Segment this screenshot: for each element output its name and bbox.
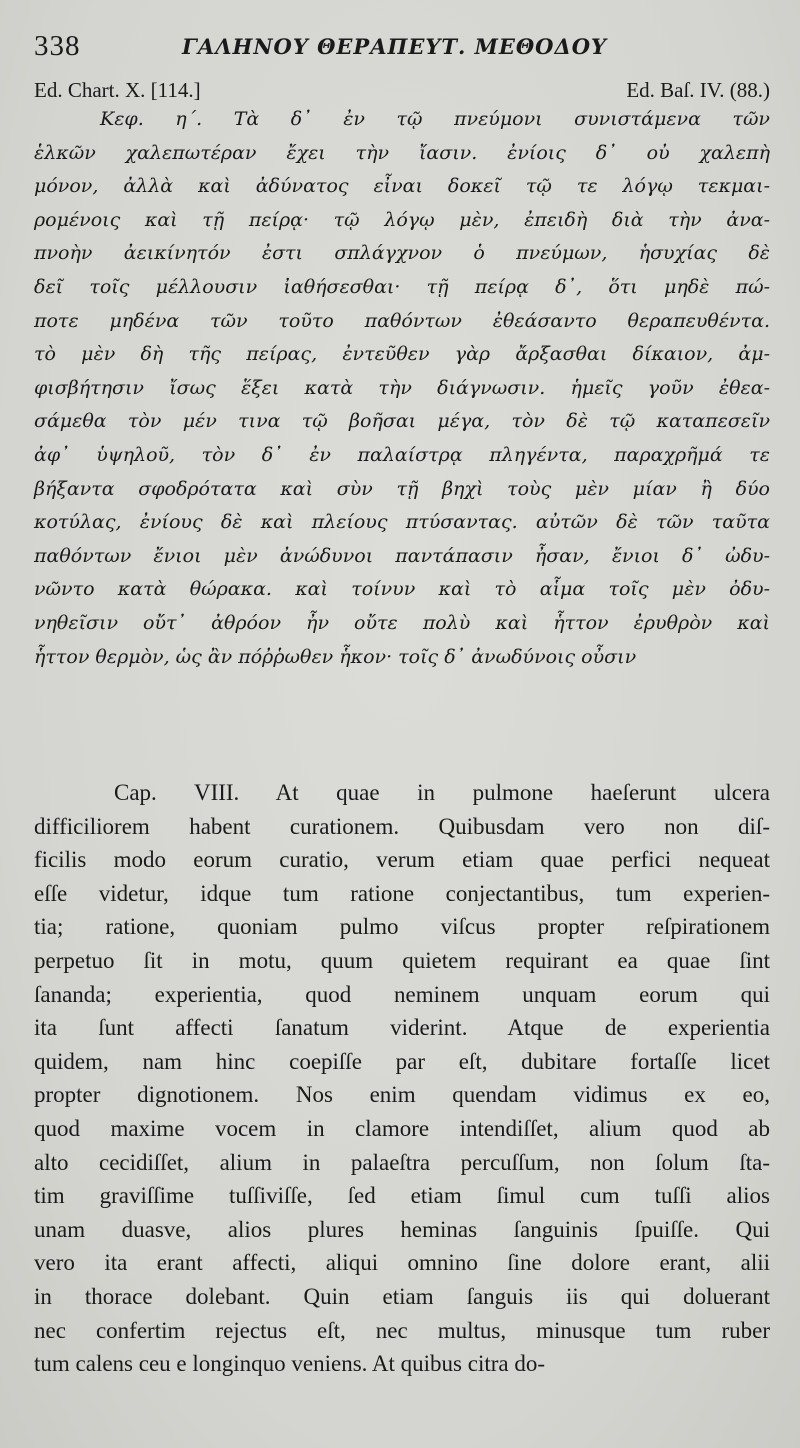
latin-text-line: quidem, nam hinc coepiſſe par eſt, dubitare fortaſſe licet <box>34 1048 770 1074</box>
greek-text-line: κοτύλας, ἐνίους δὲ καὶ πλείους πτύσαντας. αὐτῶν δὲ τῶν ταῦτα <box>34 511 770 534</box>
latin-text-line: nec confertim rejectus eſt, nec multus, minusque tum ruber <box>34 1317 770 1343</box>
latin-text-block <box>34 776 770 1381</box>
edition-references <box>34 78 770 106</box>
greek-text-line: βήξαντα σφοδρότατα καὶ σὺν τῇ βηχὶ τοὺς μὲν μίαν ἢ δύο <box>34 477 770 500</box>
edition-basel: Ed. Baſ. IV. (88.) <box>626 78 770 102</box>
latin-text-line: Cap. VIII. At quae in pulmone haeſerunt ulcera <box>114 780 770 805</box>
latin-text-line: ita ſunt affecti ſanatum viderint. Atque de experientia <box>34 1015 770 1041</box>
latin-text-line: tia; ratione, quoniam pulmo viſcus propter reſpirationem <box>34 914 770 940</box>
greek-text-line: πνοὴν ἀεικίνητόν ἐστι σπλάγχνον ὁ πνεύμων, ἡσυχίας δὲ <box>34 242 770 265</box>
latin-text-line: unam duasve, alios plures heminas ſanguinis ſpuiſſe. Qui <box>34 1216 770 1242</box>
greek-text-line: ἧττον θερμὸν, ὡς ἂν πόῤῥωθεν ἧκον· τοῖς δ᾽ ἀνωδύνοις οὖσιν <box>34 645 637 668</box>
latin-text-line: propter dignotionem. Nos enim quendam vidimus ex eo, <box>34 1082 770 1108</box>
edition-chartier: Ed. Chart. X. [114.] <box>34 78 201 102</box>
latin-text-line: alto cecidiſſet, alium in palaeſtra percuſſum, non ſolum ſta- <box>34 1149 770 1175</box>
latin-text-line: in thorace dolebant. Quin etiam ſanguis iis qui doluerant <box>34 1283 770 1309</box>
running-title: ΓΑΛΗΝΟΥ ΘΕΡΑΠΕΥΤ. ΜΕΘΟΔΟΥ <box>182 34 608 59</box>
greek-text-line: φισβήτησιν ἴσως ἕξει κατὰ τὴν διάγνωσιν. ἡμεῖς γοῦν ἐθεα- <box>34 376 770 399</box>
greek-text-line: νῶντο κατὰ θώρακα. καὶ τοίνυν καὶ τὸ αἷμα τοῖς μὲν ὀδυ- <box>34 578 770 601</box>
latin-text-line: perpetuo ſit in motu, quum quietem requirant ea quae ſint <box>34 947 770 973</box>
latin-text-line: eſſe videtur, idque tum ratione conjectantibus, tum experien- <box>34 880 770 906</box>
latin-text-line: ſananda; experientia, quod neminem unquam eorum qui <box>34 981 770 1007</box>
greek-text-block <box>34 103 770 674</box>
greek-text-line: ρομένοις καὶ τῇ πείρᾳ· τῷ λόγῳ μὲν, ἐπειδὴ διὰ τὴν ἀνα- <box>34 208 770 231</box>
latin-text-line: quod maxime vocem in clamore intendiſſet, alium quod ab <box>34 1115 770 1141</box>
latin-text-line: tim graviſſime tuſſiviſſe, ſed etiam ſimul cum tuſſi alios <box>34 1183 770 1209</box>
greek-text-line: σάμεθα τὸν μέν τινα τῷ βοῆσαι μέγα, τὸν δὲ τῷ καταπεσεῖν <box>34 410 770 433</box>
greek-text-line: μόνον, ἀλλὰ καὶ ἀδύνατος εἶναι δοκεῖ τῷ τε λόγῳ τεκμαι- <box>34 175 770 198</box>
latin-text-line: vero ita erant affecti, aliqui omnino ſine dolore erant, alii <box>34 1250 770 1276</box>
greek-text-line: Κεφ. η΄. Τὰ δ᾽ ἐν τῷ πνεύμονι συνιστάμενα τῶν <box>100 108 770 130</box>
page-number: 338 <box>34 30 81 62</box>
greek-text-line: ἑλκῶν χαλεπωτέραν ἔχει τὴν ἴασιν. ἐνίοις δ᾽ οὐ χαλεπὴ <box>34 141 770 164</box>
page-header <box>34 28 770 64</box>
greek-text-line: νηθεῖσιν οὔτ᾽ ἀθρόον ἦν οὔτε πολὺ καὶ ἧττον ἐρυθρὸν καὶ <box>34 611 770 634</box>
greek-text-line: τὸ μὲν δὴ τῆς πείρας, ἐντεῦθεν γὰρ ἄρξασθαι δίκαιον, ἀμ- <box>34 343 770 366</box>
greek-text-line: παθόντων ἔνιοι μὲν ἀνώδυνοι παντάπασιν ἦσαν, ἔνιοι δ᾽ ὠδυ- <box>34 544 770 567</box>
latin-text-line: tum calens ceu e longinquo veniens. At quibus citra do- <box>34 1351 545 1377</box>
latin-text-line: difficiliorem habent curationem. Quibusdam vero non diſ- <box>34 813 770 839</box>
greek-text-line: ποτε μηδένα τῶν τοῦτο παθόντων ἐθεάσαντο θεραπευθέντα. <box>34 309 770 332</box>
greek-text-line: δεῖ τοῖς μέλλουσιν ἰαθήσεσθαι· τῇ πείρᾳ δ᾽, ὅτι μηδὲ πώ- <box>34 275 770 298</box>
greek-text-line: ἀφ᾽ ὑψηλοῦ, τὸν δ᾽ ἐν παλαίστρᾳ πληγέντα, παραχρῆμά τε <box>34 443 770 466</box>
latin-text-line: ficilis modo eorum curatio, verum etiam quae perfici nequeat <box>34 847 770 873</box>
